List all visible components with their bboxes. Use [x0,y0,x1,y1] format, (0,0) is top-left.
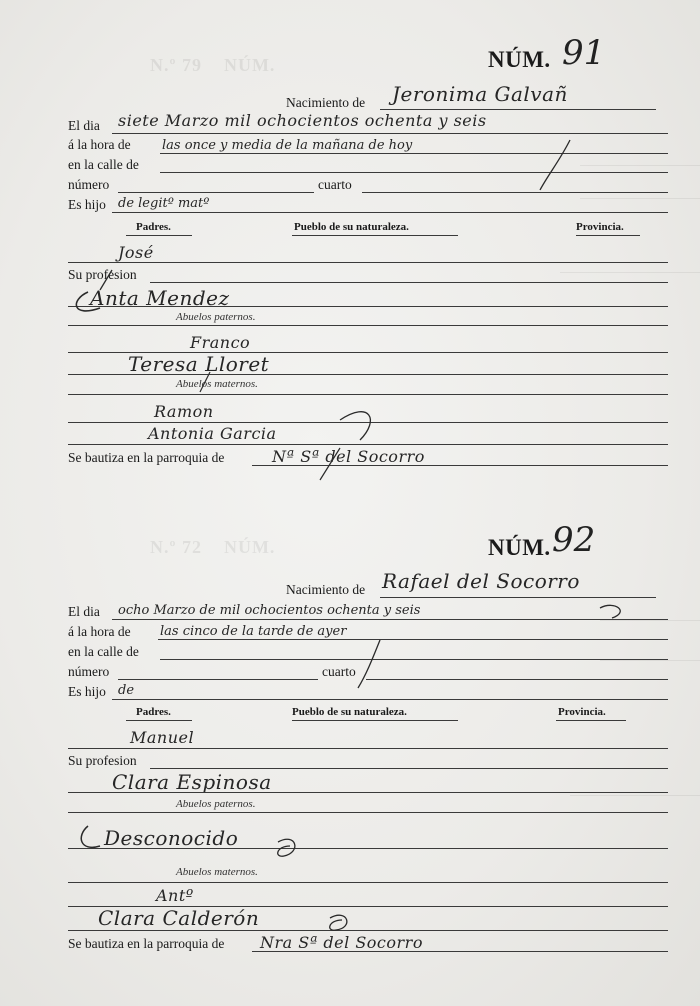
hw-madre: Anta Mendez [90,286,230,310]
label-abuelos-paternos: Abuelos paternos. [176,798,256,810]
hw-hijo: de [118,683,135,698]
col-padres: Padres. [136,221,171,233]
hw-padre: José [118,243,154,262]
hw-padre: Manuel [130,728,195,747]
label-numero: número [68,664,110,679]
hw-abuelo-paterno: Franco [190,333,251,352]
bleed-through-num-2: N.º 72 NÚM. [150,537,276,557]
col-provincia: Provincia. [576,221,624,233]
record-number-label: NÚM. [488,47,551,72]
hw-madre: Clara Espinosa [112,770,272,794]
col-pueblo: Pueblo de su naturaleza. [292,706,407,718]
hw-abuelo-paterno: Desconocido [104,826,239,850]
label-cuarto: cuarto [318,177,352,192]
label-dia: El dia [68,604,100,619]
hw-dia: siete Marzo mil ochocientos ochenta y seis [118,111,487,130]
hw-hora: las cinco de la tarde de ayer [160,624,347,639]
label-parroquia: Se bautiza en la parroquia de [68,936,225,951]
col-provincia: Provincia. [558,706,606,718]
col-pueblo: Pueblo de su naturaleza. [294,221,409,233]
label-calle: en la calle de [68,157,139,172]
label-calle: en la calle de [68,644,139,659]
label-hijo: Es hijo [68,684,106,699]
hw-abuela-materna: Antonia Garcia [148,424,277,443]
label-nacimiento: Nacimiento de [286,582,366,597]
label-hora: á la hora de [68,137,131,152]
hw-hora: las once y media de la mañana de hoy [162,138,413,153]
label-numero: número [68,177,110,192]
record-number-value: 92 [552,520,596,560]
label-hijo: Es hijo [68,197,106,212]
hw-parroquia: Nra Sª del Socorro [260,933,423,952]
hw-abuela-paterna: Teresa Lloret [128,352,270,376]
col-padres: Padres. [136,706,171,718]
label-profesion: Su profesion [68,267,137,282]
label-nacimiento: Nacimiento de [286,95,366,110]
bleed-through-num-1: N.º 79 NÚM. [150,55,276,75]
label-profesion: Su profesion [68,753,137,768]
label-abuelos-maternos: Abuelos maternos. [176,378,258,390]
hw-abuela-materna: Clara Calderón [98,906,260,930]
hw-hijo: de legitº matº [118,196,210,211]
hw-dia: ocho Marzo de mil ochocientos ochenta y seis [118,603,421,618]
hw-nacimiento: Jeronima Galvañ [392,82,568,106]
record-number-value: 91 [562,33,606,73]
label-hora: á la hora de [68,624,131,639]
label-cuarto: cuarto [322,664,356,679]
label-abuelos-paternos: Abuelos paternos. [176,311,256,323]
hw-nacimiento: Rafael del Socorro [382,569,580,593]
record-number-label: NÚM. [488,535,551,560]
label-dia: El dia [68,118,100,133]
hw-abuelo-materno: Antº [156,886,194,905]
hw-parroquia: Nª Sª del Socorro [272,447,425,466]
hw-abuelo-materno: Ramon [154,402,214,421]
label-parroquia: Se bautiza en la parroquia de [68,450,225,465]
label-abuelos-maternos: Abuelos maternos. [176,866,258,878]
